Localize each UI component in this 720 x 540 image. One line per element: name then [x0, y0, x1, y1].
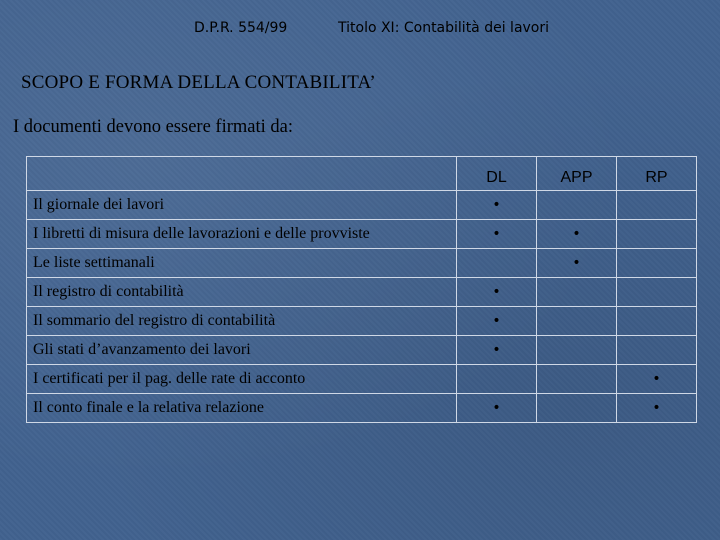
- row-label: Il giornale dei lavori: [27, 191, 457, 220]
- row-label: Il conto finale e la relativa relazione: [27, 394, 457, 423]
- header-rp: RP: [617, 157, 697, 191]
- mark-rp: [617, 307, 697, 336]
- mark-rp: •: [617, 365, 697, 394]
- mark-rp: [617, 249, 697, 278]
- section-title: SCOPO E FORMA DELLA CONTABILITA’: [21, 72, 376, 93]
- row-label: Il registro di contabilità: [27, 278, 457, 307]
- mark-rp: [617, 191, 697, 220]
- table-row: [27, 365, 697, 394]
- header-app: APP: [537, 157, 617, 191]
- mark-dl: •: [457, 336, 537, 365]
- row-label: I certificati per il pag. delle rate di acconto: [27, 365, 457, 394]
- table-row: [27, 191, 697, 220]
- mark-app: [537, 336, 617, 365]
- header-title: Titolo XI: Contabilità dei lavori: [338, 20, 550, 36]
- mark-app: [537, 394, 617, 423]
- mark-rp: [617, 336, 697, 365]
- mark-dl: •: [457, 220, 537, 249]
- table-header-row: [27, 157, 697, 191]
- mark-app: [537, 365, 617, 394]
- mark-dl: [457, 365, 537, 394]
- mark-rp: •: [617, 394, 697, 423]
- row-label: Le liste settimanali: [27, 249, 457, 278]
- row-label: Gli stati d’avanzamento dei lavori: [27, 336, 457, 365]
- table-row: [27, 307, 697, 336]
- signature-table: [26, 156, 697, 423]
- table-row: [27, 249, 697, 278]
- row-label: Il sommario del registro di contabilità: [27, 307, 457, 336]
- mark-dl: •: [457, 307, 537, 336]
- mark-rp: [617, 220, 697, 249]
- mark-dl: [457, 249, 537, 278]
- mark-dl: •: [457, 278, 537, 307]
- table-row: [27, 278, 697, 307]
- mark-dl: •: [457, 394, 537, 423]
- mark-app: •: [537, 249, 617, 278]
- row-label: I libretti di misura delle lavorazioni e delle provviste: [27, 220, 457, 249]
- intro-text: I documenti devono essere firmati da:: [13, 117, 293, 137]
- mark-app: •: [537, 220, 617, 249]
- mark-app: [537, 191, 617, 220]
- header-dl: DL: [457, 157, 537, 191]
- mark-rp: [617, 278, 697, 307]
- mark-dl: •: [457, 191, 537, 220]
- table-row: [27, 220, 697, 249]
- header-reference: D.P.R. 554/99: [194, 20, 288, 36]
- mark-app: [537, 307, 617, 336]
- table-row: [27, 394, 697, 423]
- mark-app: [537, 278, 617, 307]
- table-row: [27, 336, 697, 365]
- header-empty-cell: [27, 157, 457, 191]
